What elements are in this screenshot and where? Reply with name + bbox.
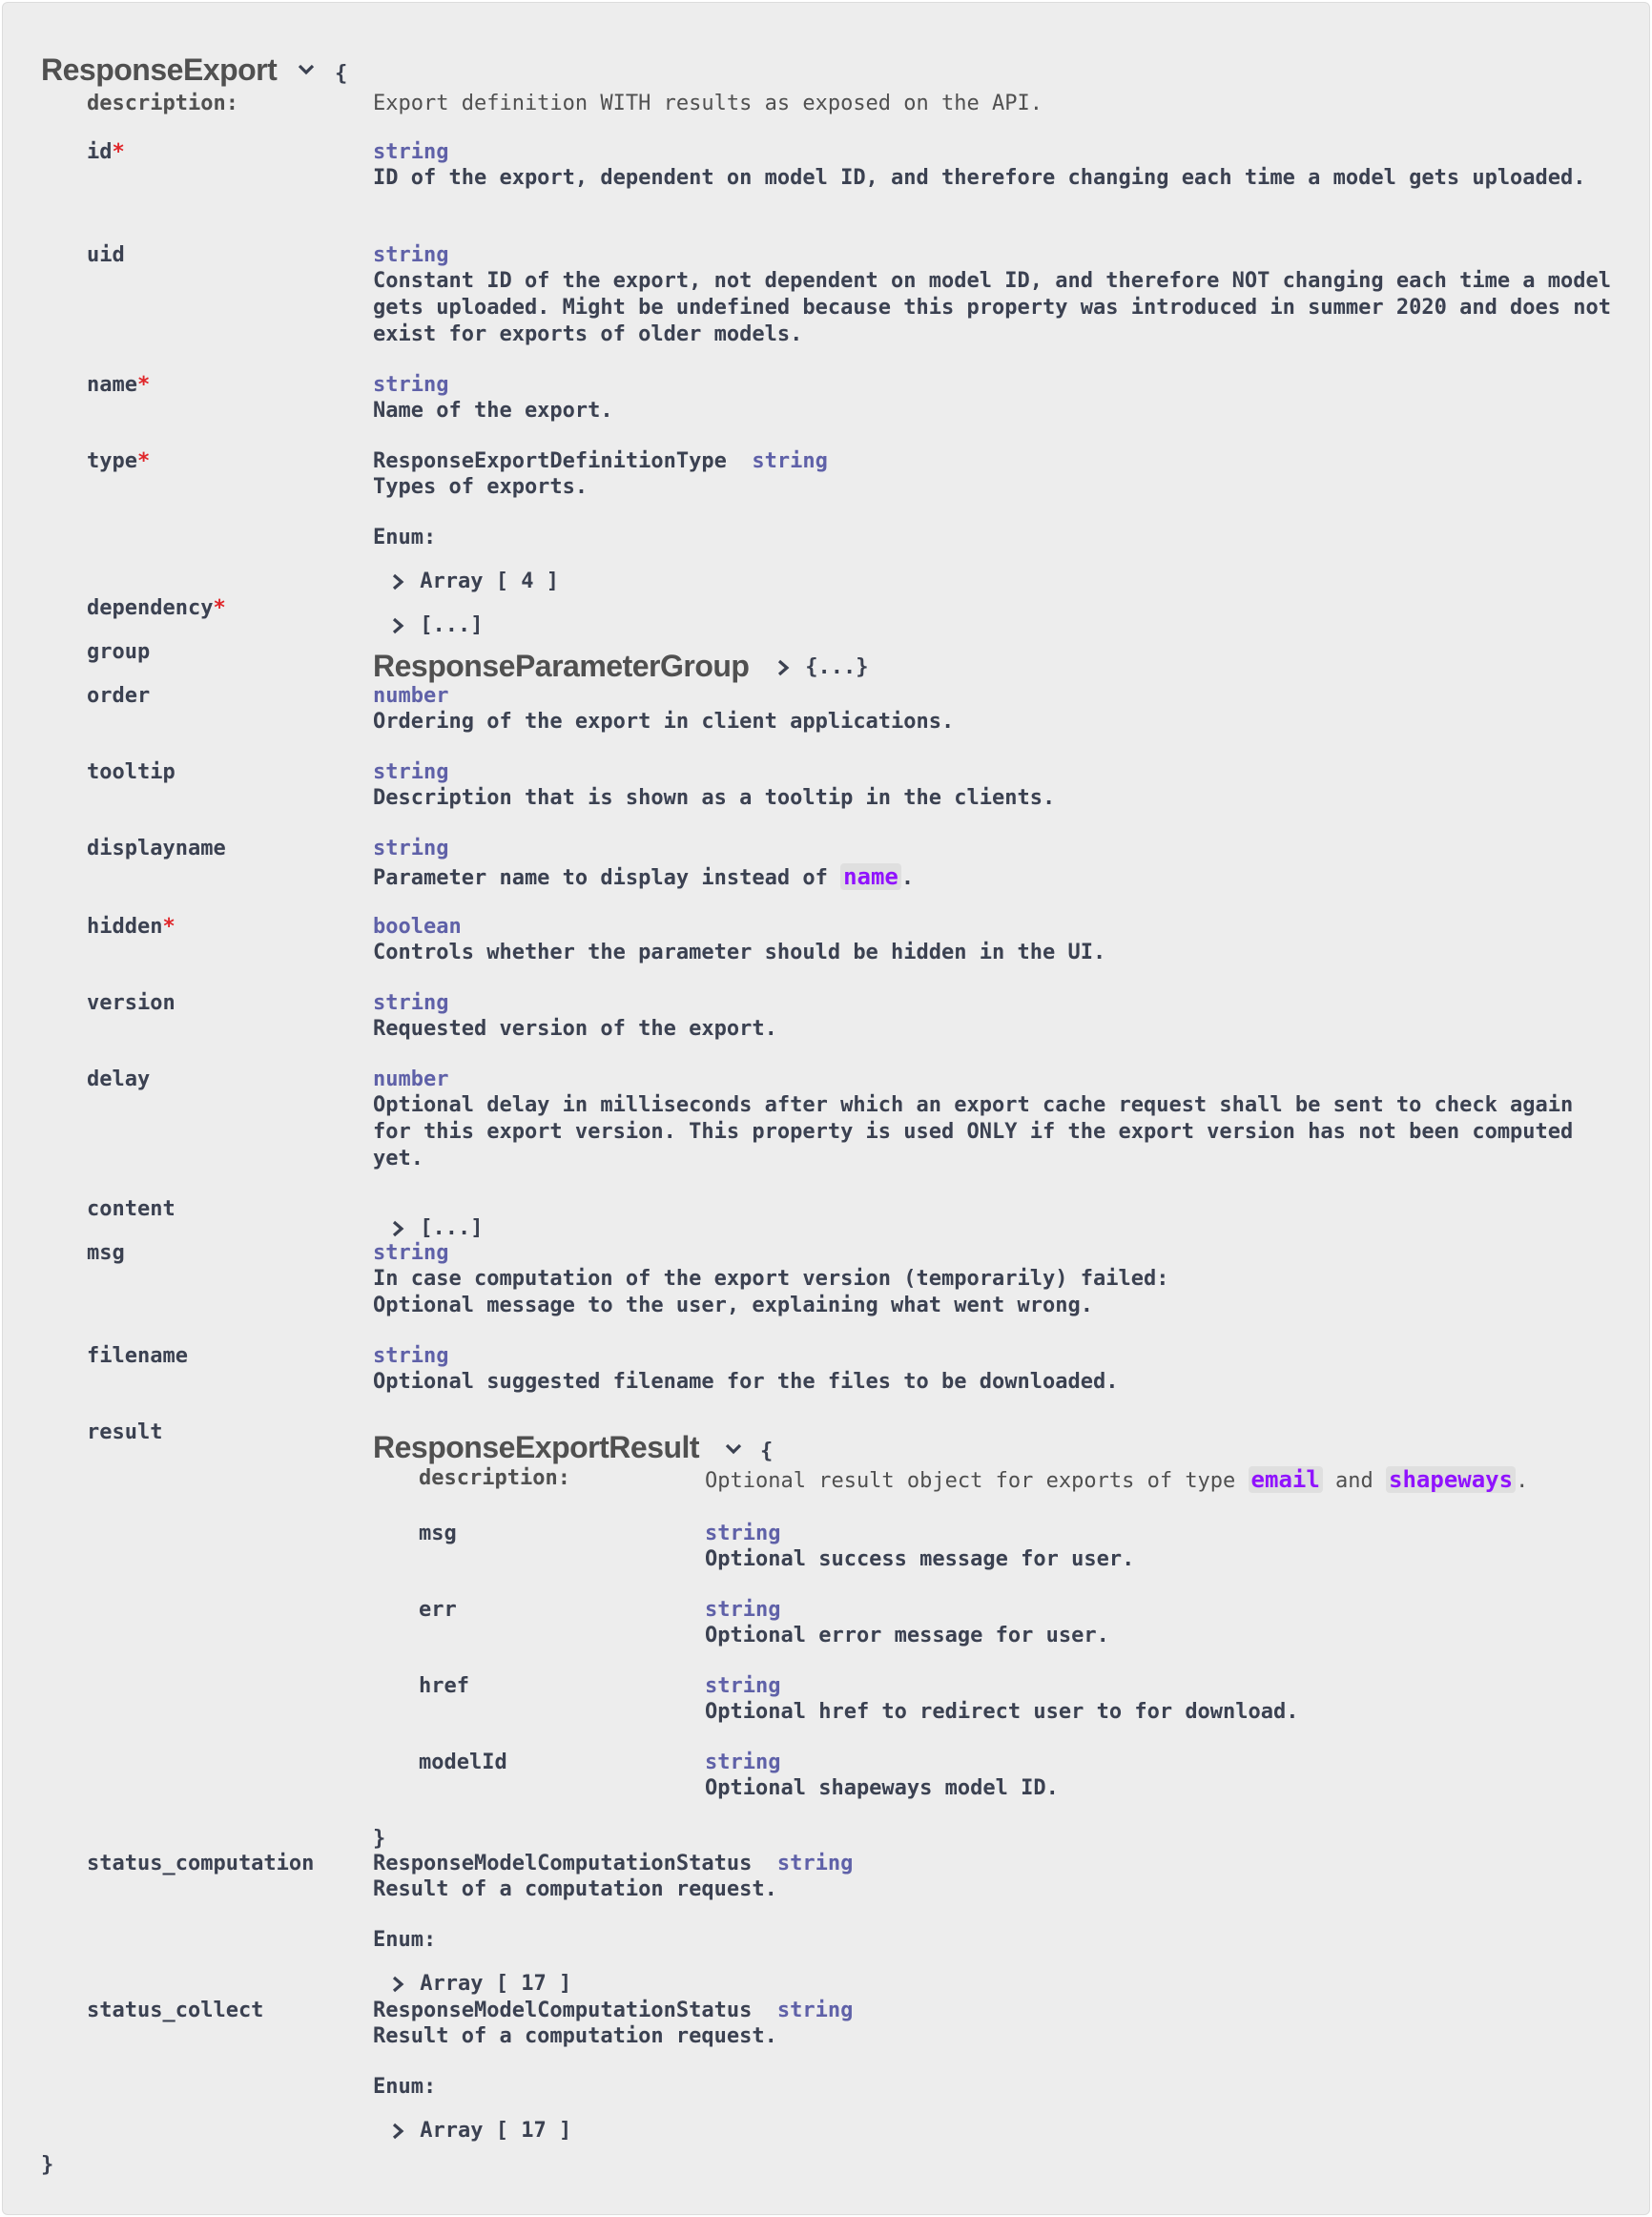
chevron-right-icon (388, 2121, 407, 2142)
enum-expander-type[interactable]: Array [ 4 ] (388, 570, 559, 593)
prop-name-name: name* (87, 373, 151, 397)
result-open-brace: { (760, 1440, 774, 1463)
prop-desc-id: ID of the export, dependent on model ID, and therefore changing each time a model gets uploaded. (373, 166, 1586, 190)
prop-name-id: id* (87, 140, 125, 164)
prop-name-delay: delay (87, 1067, 151, 1091)
prop-desc-uid: Constant ID of the export, not dependent on model ID, and therefore NOT changing each time a model gets uploaded. Might be undefined because this property was introduced in summer 2020 and does not exist for exports of older models. (373, 269, 1612, 346)
inline-code: email (1249, 1466, 1323, 1493)
required-star: * (136, 373, 151, 397)
prop-desc-displayname: Parameter name to display instead of name . (373, 863, 915, 890)
prop-name-uid: uid (87, 243, 125, 267)
prop-desc-name: Name of the export. (373, 399, 613, 423)
enum-label-status-computation: Enum: (373, 1928, 437, 1952)
prop-type-tooltip: string (373, 760, 449, 784)
prop-name-order: order (87, 684, 151, 708)
open-brace: { (335, 62, 348, 86)
prop-type-filename: string (373, 1344, 449, 1368)
inline-code: shapeways (1386, 1466, 1516, 1493)
required-star: * (213, 596, 226, 620)
prop-type-displayname: string (373, 837, 449, 860)
prop-desc-order: Ordering of the export in client applications. (373, 710, 955, 734)
prop-name-type: type* (87, 449, 151, 473)
prop-desc-filename: Optional suggested filename for the files to be downloaded. (373, 1370, 1119, 1394)
expander-group[interactable]: {...} (774, 655, 868, 679)
result-prop-type-href: string (705, 1674, 781, 1698)
result-close-brace: } (373, 1827, 386, 1851)
prop-name-status-computation: status_computation (87, 1852, 315, 1875)
result-prop-desc-msg: Optional success message for user. (705, 1547, 1135, 1571)
enum-label-type: Enum: (373, 526, 437, 549)
description-label: description: (87, 92, 238, 115)
chevron-right-icon (388, 615, 407, 636)
prop-ref-status-collect[interactable]: ResponseModelComputationStatus string (373, 1999, 854, 2022)
chevron-down-icon[interactable] (297, 62, 316, 77)
prop-name-hidden: hidden* (87, 915, 176, 939)
chevron-right-icon (774, 657, 793, 678)
model-title[interactable]: ResponseExport (41, 52, 278, 87)
expander-dependency[interactable]: [...] (388, 613, 483, 637)
prop-desc-version: Requested version of the export. (373, 1017, 777, 1041)
prop-desc-msg: In case computation of the export version (temporarily) failed: Optional message to the user, explaining what went wrong. (373, 1267, 1169, 1317)
prop-type-uid: string (373, 243, 449, 267)
prop-type-type: string (752, 449, 828, 473)
result-prop-name-err: err (419, 1598, 457, 1622)
prop-type-order: number (373, 684, 449, 708)
result-prop-type-msg: string (705, 1522, 781, 1545)
prop-type-id: string (373, 140, 449, 164)
result-prop-name-modelid: modelId (419, 1751, 507, 1774)
result-prop-name-href: href (419, 1674, 469, 1698)
prop-desc-tooltip: Description that is shown as a tooltip in the clients. (373, 786, 1056, 810)
chevron-right-icon (388, 1218, 407, 1239)
enum-expander-status-collect[interactable]: Array [ 17 ] (388, 2119, 571, 2143)
prop-desc-hidden: Controls whether the parameter should be hidden in the UI. (373, 941, 1106, 964)
prop-name-tooltip: tooltip (87, 760, 176, 784)
prop-name-content: content (87, 1197, 176, 1221)
prop-type-name: string (373, 373, 449, 397)
prop-type-msg: string (373, 1241, 449, 1265)
prop-type-status-collect: string (776, 1999, 854, 2022)
prop-desc-status-computation: Result of a computation request. (373, 1877, 777, 1901)
prop-desc-delay: Optional delay in milliseconds after which an export cache request shall be sent to check again for this export version. This property is used ONLY if the export version has not been computed yet. (373, 1093, 1574, 1171)
prop-type-delay: number (373, 1067, 449, 1091)
prop-ref-type[interactable]: ResponseExportDefinitionType string (373, 449, 828, 473)
prop-ref-result[interactable]: ResponseExportResult (373, 1430, 700, 1464)
prop-ref-status-computation[interactable]: ResponseModelComputationStatus string (373, 1852, 854, 1875)
prop-type-version: string (373, 991, 449, 1015)
required-star: * (162, 915, 176, 939)
result-prop-desc-err: Optional error message for user. (705, 1624, 1109, 1647)
result-prop-desc-modelid: Optional shapeways model ID. (705, 1776, 1059, 1800)
prop-name-filename: filename (87, 1344, 188, 1368)
prop-ref-group[interactable]: ResponseParameterGroup (373, 649, 750, 683)
prop-type-hidden: boolean (373, 915, 462, 939)
result-prop-type-modelid: string (705, 1751, 781, 1774)
chevron-down-icon[interactable] (724, 1441, 743, 1457)
description-text: Export definition WITH results as exposed on the API. (373, 92, 1043, 115)
result-description-label: description: (419, 1466, 570, 1490)
prop-name-result: result (87, 1420, 163, 1444)
model-panel (2, 2, 1650, 2215)
prop-type-status-computation: string (776, 1852, 854, 1875)
prop-name-group: group (87, 640, 151, 664)
result-description-text: Optional result object for exports of type email and shapeways . (705, 1466, 1529, 1493)
expander-content[interactable]: [...] (388, 1216, 483, 1240)
prop-desc-type: Types of exports. (373, 475, 589, 499)
prop-name-msg: msg (87, 1241, 125, 1265)
enum-label-status-collect: Enum: (373, 2075, 437, 2099)
result-prop-name-msg: msg (419, 1522, 457, 1545)
required-star: * (112, 140, 125, 164)
inline-code: name (840, 863, 901, 890)
prop-name-displayname: displayname (87, 837, 226, 860)
prop-desc-status-collect: Result of a computation request. (373, 2024, 777, 2048)
close-brace: } (41, 2153, 54, 2177)
enum-expander-status-computation[interactable]: Array [ 17 ] (388, 1972, 571, 1996)
chevron-right-icon (388, 571, 407, 592)
result-prop-desc-href: Optional href to redirect user to for download. (705, 1700, 1299, 1724)
chevron-right-icon (388, 1974, 407, 1995)
result-prop-type-err: string (705, 1598, 781, 1622)
prop-name-dependency: dependency* (87, 596, 226, 620)
prop-name-version: version (87, 991, 176, 1015)
required-star: * (136, 449, 151, 473)
prop-name-status-collect: status_collect (87, 1999, 264, 2022)
